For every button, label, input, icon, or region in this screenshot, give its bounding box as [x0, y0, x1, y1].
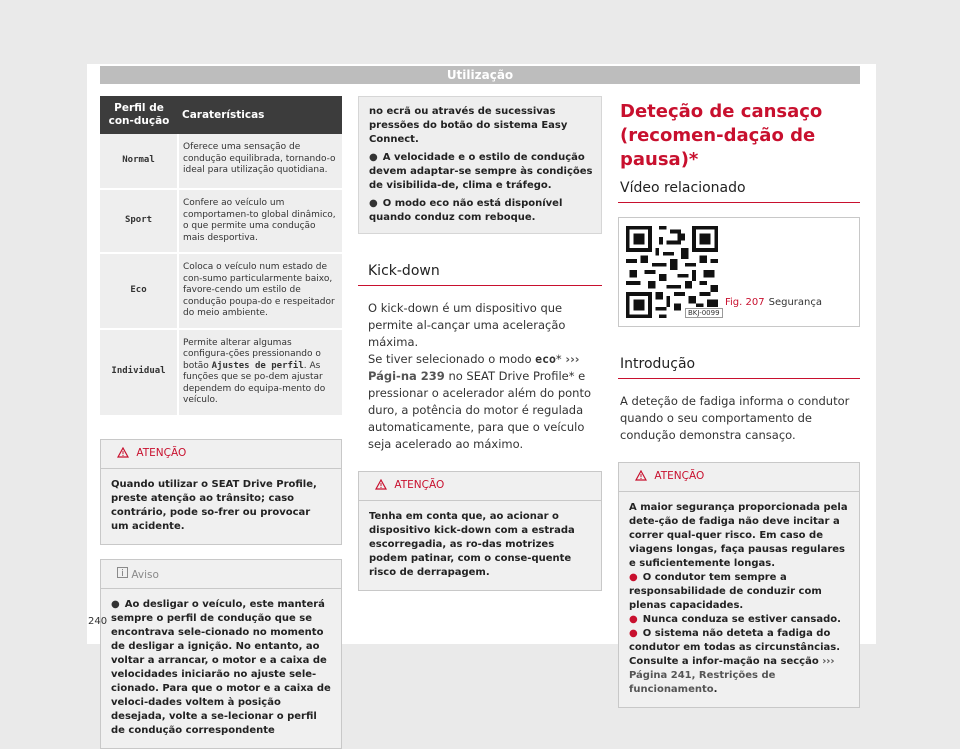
warning-label: ATENÇÃO — [136, 446, 187, 459]
profile-description: Oferece uma sensação de condução equilibrada, tornando-o ideal para utilização quotidiana. — [178, 134, 342, 189]
profile-description: Coloca o veículo num estado de con-sumo particularmente baixo, favore-cendo um estilo de condução poupa-do e respeitador do meio ambiente. — [178, 253, 342, 329]
bullet-icon: ● — [369, 152, 378, 163]
warning-box — [100, 439, 342, 545]
warning-icon — [117, 447, 129, 458]
info-icon — [117, 567, 128, 578]
bullet-icon: ● — [629, 628, 638, 639]
table-row — [100, 134, 342, 189]
table-header-features: Caraterísticas — [178, 96, 342, 134]
continued-note — [358, 96, 602, 234]
note-box — [100, 559, 342, 749]
note-text: Ao desligar o veículo, este manterá sempre o perfil de condução que se encontrava sele-cionado no momento de desligar a ignição. No entanto, ao voltar a arrancar, o motor e a caixa de velocidades iniciarão no ajuste sele-cionado. Para que o motor e a caixa de veloci-dades voltem à posição desejada, volte a se-lecionar o perfil de condução correspondente — [111, 598, 331, 736]
note-continuation: no ecrã ou através de sucessivas pressões do botão do sistema Easy Connect. — [369, 106, 568, 145]
page-number: 240 — [88, 616, 108, 627]
page-header: Utilização — [100, 66, 860, 84]
kickdown-text-2: Se tiver selecionado o modo eco* ››› Pági-na 239 no SEAT Drive Profile* e pressionar o acelerador além do ponto duro, a potência do motor é regulada automaticamente, para que o veículo seja acelerado ao máximo. — [368, 352, 592, 451]
page-reference-link[interactable]: ››› Pági-na 239 — [368, 352, 580, 383]
intro-text: A deteção de fadiga informa o condutor quando o seu comportamento de condução demonstra cansaço. — [620, 394, 850, 442]
table-row — [100, 189, 342, 253]
bullet-text: O condutor tem sempre a responsabilidade de conduzir com plenas capacidades. — [629, 572, 822, 611]
bullet-icon: ● — [629, 614, 638, 625]
profile-mode: Normal — [100, 134, 178, 189]
button-reference: Ajustes de perfil — [211, 360, 304, 371]
driving-profiles-table — [100, 96, 342, 417]
bullet-text: O modo eco não está disponível quando conduz com reboque. — [369, 198, 563, 223]
column-middle — [358, 96, 602, 591]
page-reference-link[interactable]: ››› Página 241, Restrições de funcionamento — [629, 656, 835, 695]
profile-mode: Sport — [100, 189, 178, 253]
bullet-icon: ● — [369, 198, 378, 209]
eco-mode-label: eco — [535, 352, 556, 366]
subsection-intro: Introdução — [618, 353, 860, 379]
section-title-kickdown: Kick-down — [358, 260, 602, 286]
warning-icon — [635, 470, 647, 481]
kickdown-text-1: O kick-down é um dispositivo que permite al-cançar uma aceleração máxima. — [368, 301, 566, 349]
profile-mode: Eco — [100, 253, 178, 329]
column-right — [618, 96, 860, 708]
qr-code-icon[interactable] — [626, 226, 718, 318]
warning-text: Tenha em conta que, ao acionar o dispositivo kick-down com a estrada escorregadia, as ro-das motrizes podem patinar, com o conse-quente risco de derrapagem. — [369, 511, 575, 578]
profile-description: Confere ao veículo um comportamen-to global dinâmico, o que permite uma condução mais desportiva. — [178, 189, 342, 253]
warning-text: A maior segurança proporcionada pela dete-ção de fadiga não deve incitar a correr qual-quer risco. Em caso de viagens longas, faça pausas regulares e suficientemente longas. — [629, 502, 848, 569]
bullet-text: Nunca conduza se estiver cansado. — [642, 614, 841, 625]
warning-label: ATENÇÃO — [394, 479, 445, 491]
warning-label: ATENÇÃO — [654, 470, 705, 482]
bullet-icon: ● — [629, 572, 638, 583]
figure-number: Fig. 207 — [725, 297, 765, 308]
warning-box: ATENÇÃO A maior segurança proporcionada pela dete-ção de fadiga não deve incitar a correr qual-quer risco. Em caso de viagens longas, faça pausas regulares e suficientemente longas. ● O condutor tem sempre a responsabilidade de conduzir com plenas capacidades. ● Nunca conduza se estiver cansado. ● O sistema não deteta a fadiga do condutor em todas as circunstâncias. Consulte a infor-mação na secção ››› Página 241, Restrições de funcionamento. — [618, 462, 860, 708]
warning-box — [358, 471, 602, 591]
warning-icon — [375, 479, 387, 490]
table-header-profile: Perfil de con-dução — [100, 96, 178, 134]
profile-mode: Individual — [100, 329, 178, 416]
profile-description: Permite alterar algumas configura-ções pressionando o botão Ajustes de perfil. As funções que se po-dem ajustar dependem do equipa-mento do veículo. — [178, 329, 342, 416]
bullet-text: A velocidade e o estilo de condução devem adaptar-se sempre às condições de visibilida-de, clima e tráfego. — [369, 152, 593, 191]
section-title-fatigue: Deteção de cansaço (recomen-dação de pausa)* — [620, 101, 823, 170]
figure-box — [618, 217, 860, 327]
figure-caption: Fig. 207 Segurança — [725, 297, 822, 308]
table-header-row — [100, 96, 342, 134]
table-row — [100, 253, 342, 329]
column-left — [100, 96, 342, 749]
table-row — [100, 329, 342, 416]
note-label: Aviso — [131, 568, 159, 581]
bullet-icon: ● — [111, 598, 120, 610]
subsection-video: Vídeo relacionado — [618, 172, 860, 203]
figure-code: BKJ-0099 — [685, 308, 723, 318]
warning-text: Quando utilizar o SEAT Drive Profile, preste atenção ao trânsito; caso contrário, pode so-frer ou provocar um acidente. — [111, 478, 317, 532]
